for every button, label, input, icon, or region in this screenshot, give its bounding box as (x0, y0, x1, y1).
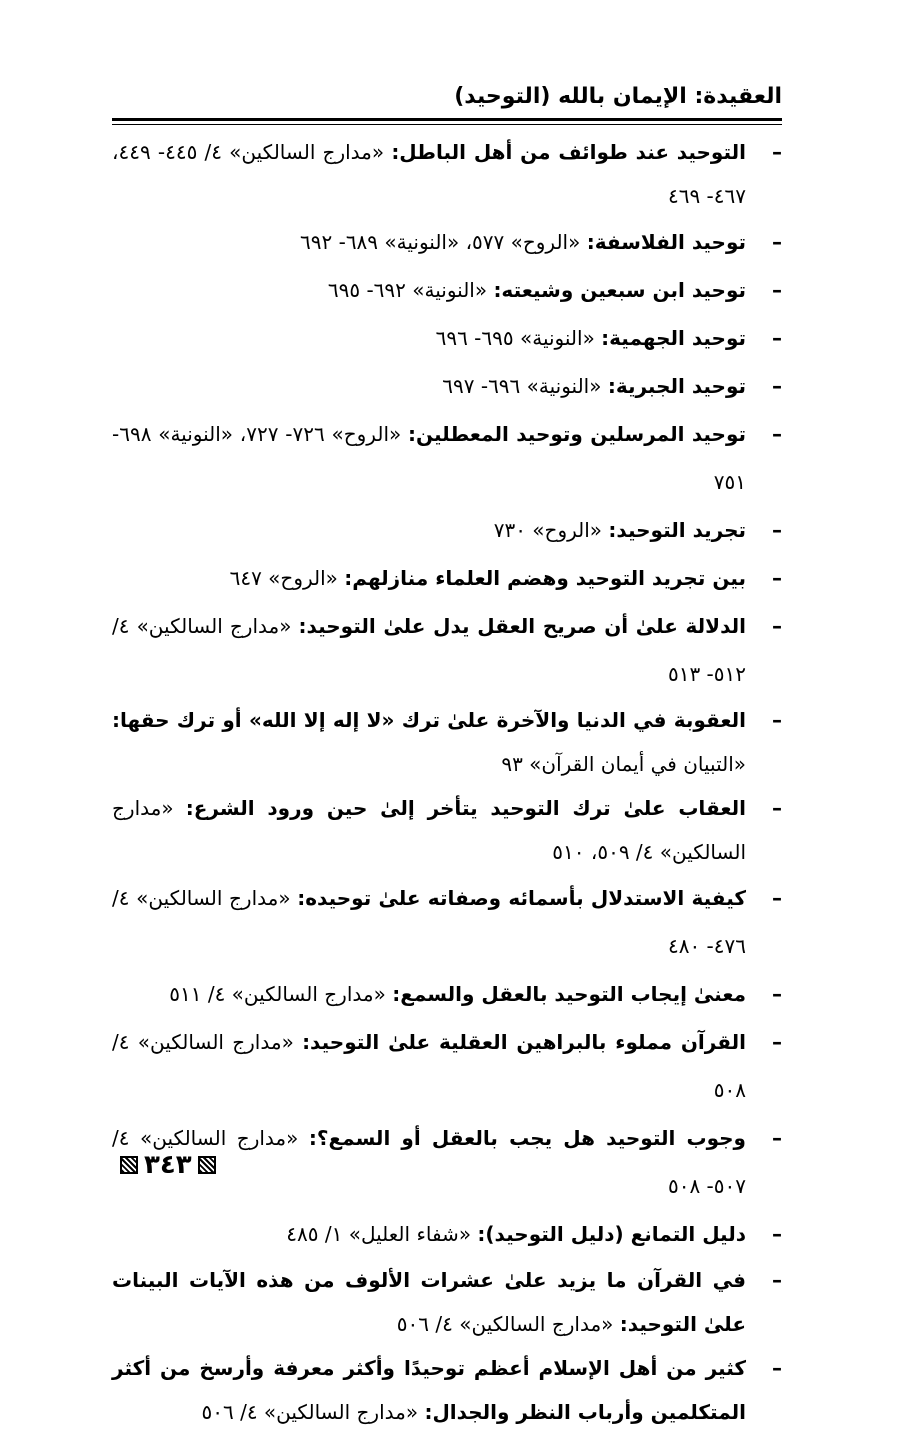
entry-dash: – (772, 708, 782, 732)
entry-dash: – (772, 278, 782, 302)
entry-heading: كثير من أهل الإسلام أعظم توحيدًا وأكثر معرفة وأرسخ من أكثر المتكلمين وأرباب النظر والجدال: (112, 1356, 746, 1424)
ornament-left-icon (120, 1156, 138, 1174)
entry-reference: «الروح» ٧٢٦- ٧٢٧، «النونية» ٦٩٨- ٧٥١ (112, 422, 746, 494)
entry-dash: – (772, 1126, 782, 1150)
entry-reference: «مدارج السالكين» ٤/ ٥١١ (169, 982, 393, 1006)
index-entry (112, 314, 782, 362)
entry-dash: – (772, 1030, 782, 1054)
entry-heading: الدلالة علىٰ أن صريح العقل يدل علىٰ التوحيد: (298, 614, 746, 638)
entry-heading: توحيد المرسلين وتوحيد المعطلين: (408, 422, 746, 446)
entry-reference: «مدارج السالكين» ٤/ ٥٠٦ (396, 1312, 620, 1336)
header-rule-thin (112, 124, 782, 125)
entry-heading: دليل التمانع (دليل التوحيد): (477, 1222, 746, 1246)
entry-dash: – (772, 886, 782, 910)
entry-dash: – (772, 982, 782, 1006)
page-footer (120, 1150, 216, 1180)
index-entry (112, 506, 782, 554)
entry-heading: كيفية الاستدلال بأسمائه وصفاته علىٰ توحيده: (297, 886, 746, 910)
ornament-right-icon (198, 1156, 216, 1174)
entry-reference: «شفاء العليل» ١/ ٤٨٥ (286, 1222, 478, 1246)
index-entry (112, 554, 782, 602)
entry-reference: «النونية» ٦٩٥- ٦٩٦ (435, 326, 602, 350)
entry-heading: العقوبة في الدنيا والآخرة علىٰ ترك «لا إله إلا الله» أو ترك حقها: (112, 708, 746, 732)
index-entry (112, 410, 782, 506)
entry-heading: توحيد الفلاسفة: (586, 230, 746, 254)
entry-reference: «التبيان في أيمان القرآن» ٩٣ (501, 752, 746, 776)
header-rule-thick (112, 118, 782, 121)
entry-reference: «مدارج السالكين» ٤/ ٥٠٧- ٥٠٨ (112, 1126, 746, 1198)
entry-heading: التوحيد عند طوائف من أهل الباطل: (391, 140, 747, 164)
entry-reference: «مدارج السالكين» ٤/ ٥٠٩، ٥١٠ (112, 796, 746, 864)
entry-reference: «مدارج السالكين» ٤/ ٥٠٨ (112, 1030, 746, 1102)
index-entries (112, 130, 782, 1434)
entry-dash: – (772, 518, 782, 542)
entry-heading: توحيد الجبرية: (607, 374, 746, 398)
entry-heading: توحيد الجهمية: (601, 326, 746, 350)
entry-reference: «الروح» ٦٤٧ (229, 566, 345, 590)
entry-dash: – (772, 230, 782, 254)
index-entry (112, 970, 782, 1018)
entry-dash: – (772, 422, 782, 446)
entry-dash: – (772, 1356, 782, 1380)
index-entry (112, 362, 782, 410)
entry-heading: وجوب التوحيد هل يجب بالعقل أو السمع؟: (308, 1126, 746, 1150)
entry-reference: «مدارج السالكين» ٤/ ٤٧٦- ٤٨٠ (112, 886, 746, 958)
index-entry (112, 130, 782, 218)
page-number: ٣٤٣ (144, 1150, 192, 1180)
entry-heading: معنىٰ إيجاب التوحيد بالعقل والسمع: (392, 982, 746, 1006)
index-entry (112, 1018, 782, 1114)
entry-heading: تجريد التوحيد: (608, 518, 746, 542)
entry-heading: توحيد ابن سبعين وشيعته: (493, 278, 746, 302)
entry-reference: «مدارج السالكين» ٤/ ٥٠٦ (201, 1400, 425, 1424)
index-entry (112, 266, 782, 314)
entry-reference: «النونية» ٦٩٢- ٦٩٥ (327, 278, 494, 302)
entry-dash: – (772, 1222, 782, 1246)
index-entry (112, 1346, 782, 1434)
entry-heading: العقاب علىٰ ترك التوحيد يتأخر إلىٰ حين ورود الشرع: (185, 796, 746, 820)
entry-reference: «مدارج السالكين» ٤/ ٥١٢- ٥١٣ (112, 614, 746, 686)
index-entry (112, 602, 782, 698)
index-entry (112, 698, 782, 786)
entry-reference: «مدارج السالكين» ٤/ ٤٤٥- ٤٤٩، ٤٦٧- ٤٦٩ (112, 140, 746, 208)
entry-heading: في القرآن ما يزيد علىٰ عشرات الألوف من هذه الآيات البينات علىٰ التوحيد: (112, 1268, 746, 1336)
index-entry (112, 1210, 782, 1258)
entry-dash: – (772, 1268, 782, 1292)
entry-dash: – (772, 614, 782, 638)
entry-heading: القرآن مملوء بالبراهين العقلية علىٰ التوحيد: (302, 1030, 746, 1054)
entry-dash: – (772, 796, 782, 820)
entry-dash: – (772, 374, 782, 398)
entry-reference: «النونية» ٦٩٦- ٦٩٧ (442, 374, 608, 398)
entry-reference: «الروح» ٥٧٧، «النونية» ٦٨٩- ٦٩٢ (300, 230, 587, 254)
entry-heading: بين تجريد التوحيد وهضم العلماء منازلهم: (344, 566, 746, 590)
entry-reference: «الروح» ٧٣٠ (493, 518, 609, 542)
entry-dash: – (772, 140, 782, 164)
index-entry (112, 786, 782, 874)
entry-dash: – (772, 326, 782, 350)
index-entry (112, 1258, 782, 1346)
index-entry (112, 874, 782, 970)
header-title: العقيدة: الإيمان بالله (التوحيد) (454, 84, 782, 109)
index-entry (112, 218, 782, 266)
entry-dash: – (772, 566, 782, 590)
